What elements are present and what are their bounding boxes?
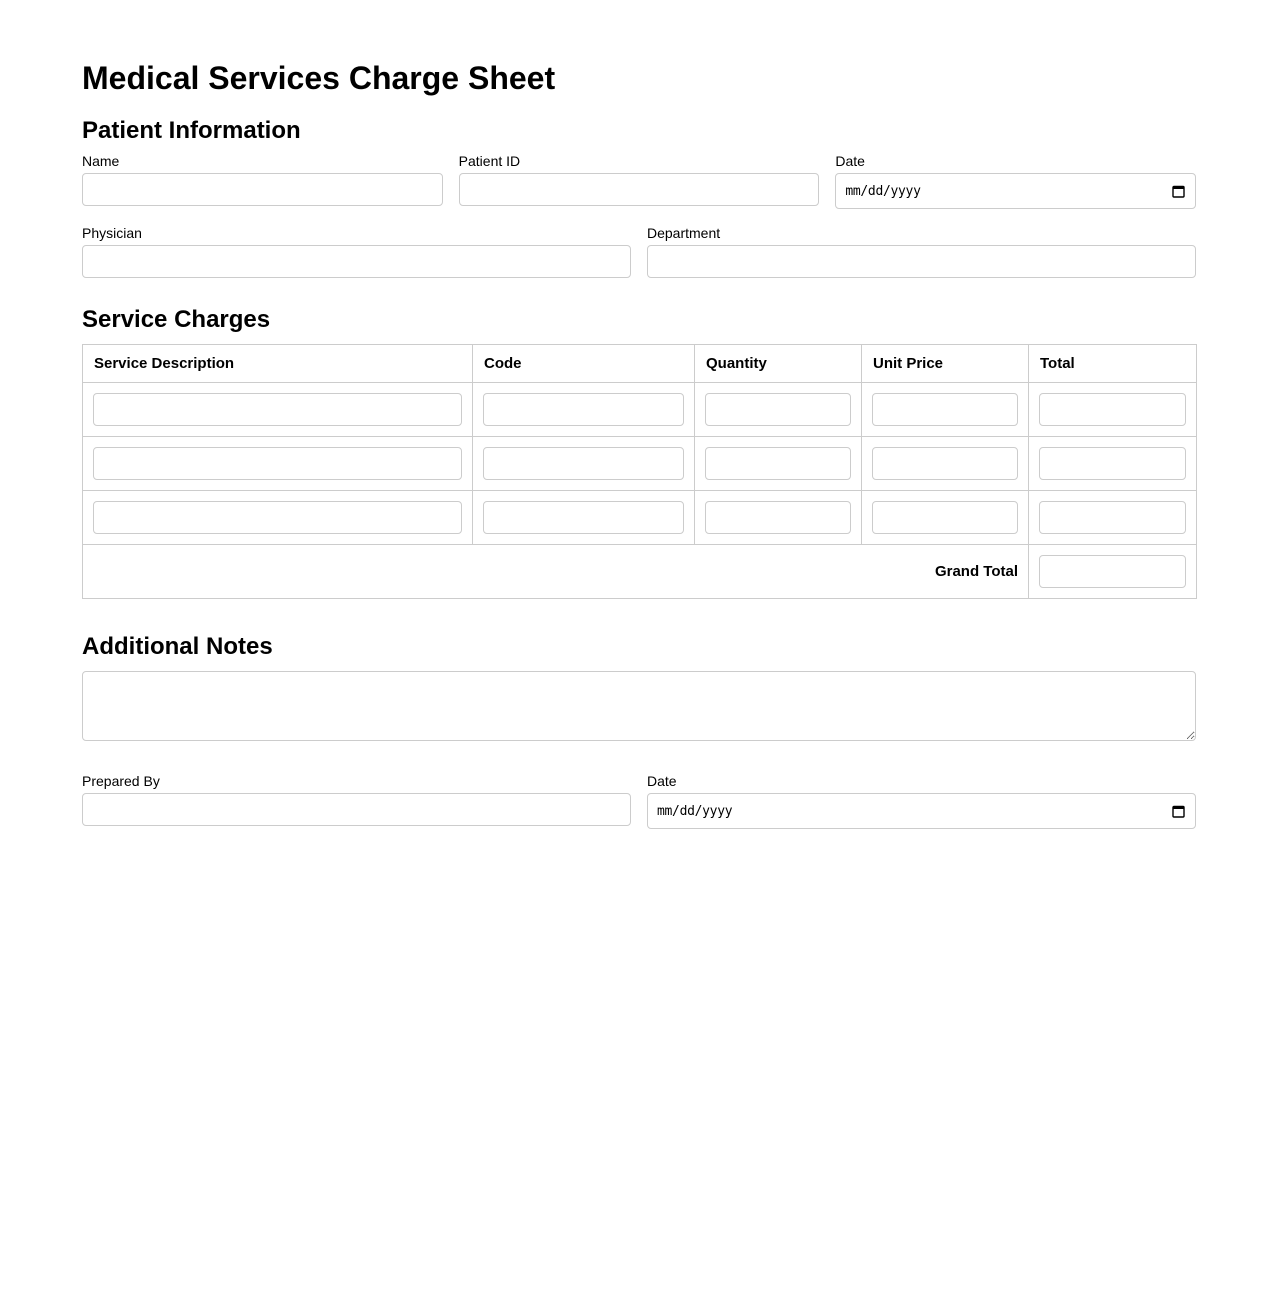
physician-input[interactable] bbox=[82, 245, 631, 278]
footer-section bbox=[82, 773, 1196, 829]
physician-label: Physician bbox=[82, 225, 142, 241]
column-header-total: Total bbox=[1029, 345, 1197, 383]
grand-total-row bbox=[83, 545, 1197, 599]
name-input[interactable] bbox=[82, 173, 443, 206]
column-header-unit-price: Unit Price bbox=[862, 345, 1029, 383]
unit-price-input[interactable] bbox=[872, 447, 1018, 480]
cell-code bbox=[473, 437, 695, 491]
section-heading-additional-notes: Additional Notes bbox=[82, 633, 273, 660]
cell-total bbox=[1029, 437, 1197, 491]
service-description-input[interactable] bbox=[93, 447, 462, 480]
patient-id-label: Patient ID bbox=[458, 153, 521, 169]
cell-unit-price bbox=[862, 491, 1029, 545]
footer-date-label: Date bbox=[647, 773, 677, 789]
cell-total bbox=[1029, 383, 1197, 437]
department-field-group bbox=[647, 225, 1196, 278]
patient-row-1 bbox=[82, 153, 1196, 209]
service-charges-section bbox=[82, 306, 1196, 599]
cell-quantity bbox=[695, 437, 862, 491]
date-input[interactable] bbox=[835, 173, 1196, 209]
total-input[interactable] bbox=[1039, 447, 1186, 480]
grand-total-label: Grand Total bbox=[83, 545, 1029, 599]
calendar-icon[interactable] bbox=[1172, 805, 1185, 818]
table-header-row bbox=[83, 345, 1197, 383]
date-label: Date bbox=[835, 153, 865, 169]
date-field-group bbox=[835, 153, 1196, 209]
cell-description bbox=[83, 383, 473, 437]
name-field-group bbox=[82, 153, 443, 209]
prepared-by-label: Prepared By bbox=[82, 773, 160, 789]
cell-unit-price bbox=[862, 383, 1029, 437]
table-row bbox=[83, 437, 1197, 491]
code-input[interactable] bbox=[483, 447, 684, 480]
service-description-input[interactable] bbox=[93, 501, 462, 534]
cell-description bbox=[83, 491, 473, 545]
department-input[interactable] bbox=[647, 245, 1196, 278]
total-input[interactable] bbox=[1039, 393, 1186, 426]
cell-grand-total bbox=[1029, 545, 1197, 599]
code-input[interactable] bbox=[483, 501, 684, 534]
service-charges-table bbox=[82, 344, 1197, 599]
code-input[interactable] bbox=[483, 393, 684, 426]
additional-notes-section bbox=[82, 633, 1196, 741]
footer-row bbox=[82, 773, 1196, 829]
footer-date-field-group bbox=[647, 773, 1196, 829]
cell-code bbox=[473, 383, 695, 437]
quantity-input[interactable] bbox=[705, 447, 851, 480]
patient-id-field-group bbox=[459, 153, 820, 209]
quantity-input[interactable] bbox=[705, 501, 851, 534]
department-label: Department bbox=[647, 225, 721, 241]
total-input[interactable] bbox=[1039, 501, 1186, 534]
section-heading-service-charges: Service Charges bbox=[82, 306, 271, 333]
table-row bbox=[83, 491, 1197, 545]
section-heading-patient-information: Patient Information bbox=[82, 117, 301, 144]
additional-notes-textarea[interactable] bbox=[82, 671, 1196, 741]
name-label: Name bbox=[82, 153, 120, 169]
charge-sheet-page bbox=[82, 0, 1196, 829]
unit-price-input[interactable] bbox=[872, 501, 1018, 534]
grand-total-input[interactable] bbox=[1039, 555, 1186, 588]
date-placeholder: mm/dd/yyyy bbox=[845, 183, 921, 199]
footer-date-placeholder: mm/dd/yyyy bbox=[657, 803, 733, 819]
cell-unit-price bbox=[862, 437, 1029, 491]
unit-price-input[interactable] bbox=[872, 393, 1018, 426]
column-header-quantity: Quantity bbox=[695, 345, 862, 383]
column-header-code: Code bbox=[473, 345, 695, 383]
patient-information-section bbox=[82, 117, 1196, 278]
calendar-icon[interactable] bbox=[1172, 185, 1185, 198]
quantity-input[interactable] bbox=[705, 393, 851, 426]
cell-total bbox=[1029, 491, 1197, 545]
patient-row-2 bbox=[82, 225, 1196, 278]
column-header-service-description: Service Description bbox=[83, 345, 473, 383]
table-row bbox=[83, 383, 1197, 437]
prepared-by-input[interactable] bbox=[82, 793, 631, 826]
service-description-input[interactable] bbox=[93, 393, 462, 426]
cell-description bbox=[83, 437, 473, 491]
page-title: Medical Services Charge Sheet bbox=[82, 60, 556, 96]
patient-id-input[interactable] bbox=[459, 173, 820, 206]
physician-field-group bbox=[82, 225, 631, 278]
cell-code bbox=[473, 491, 695, 545]
cell-quantity bbox=[695, 491, 862, 545]
prepared-by-field-group bbox=[82, 773, 631, 829]
cell-quantity bbox=[695, 383, 862, 437]
footer-date-input[interactable] bbox=[647, 793, 1196, 829]
